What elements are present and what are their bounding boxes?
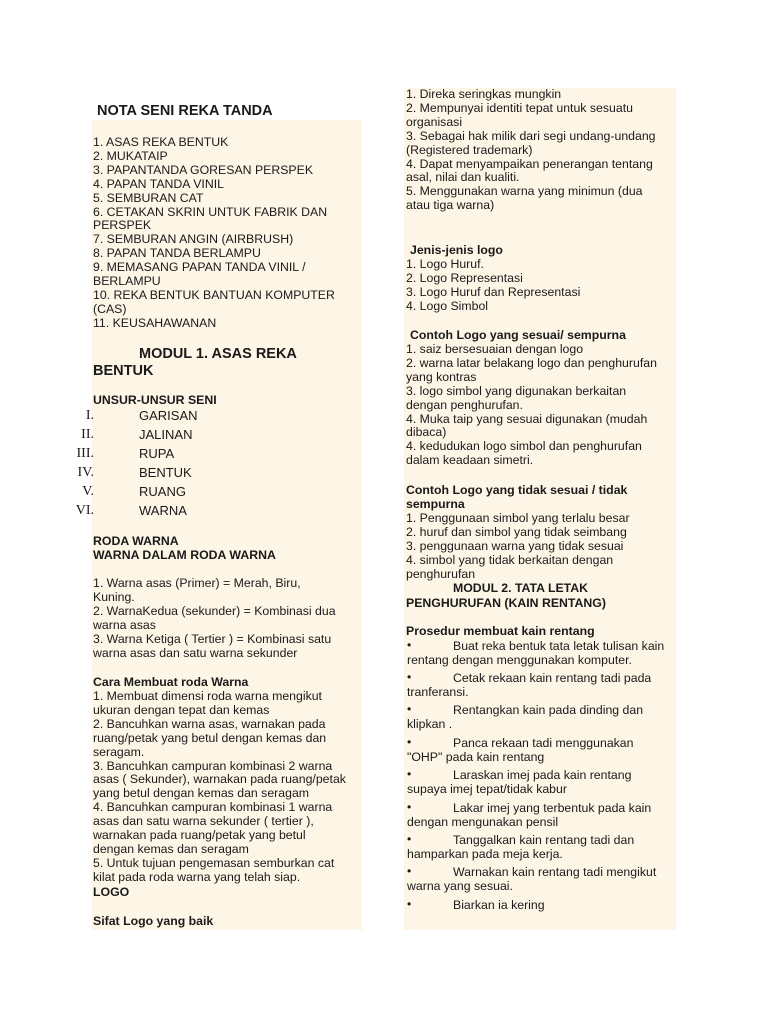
contoh-line: dibaca) bbox=[406, 425, 447, 440]
warna-line: warna asas dan satu warna sekunder bbox=[93, 645, 298, 660]
contoh-line: 2. huruf dan simbol yang tidak seimbang bbox=[406, 524, 627, 539]
prosedur-item bbox=[407, 834, 677, 862]
unsur-list bbox=[0, 408, 362, 523]
contoh-line: 1. Penggunaan simbol yang terlalu besar bbox=[406, 511, 630, 525]
sifat-line: 3. Sebagai hak milik dari segi undang-undang bbox=[406, 128, 656, 143]
bullet-icon: • bbox=[407, 800, 412, 814]
cara-line: ruang/petak yang betul dengan kemas dan bbox=[93, 730, 327, 745]
roman-numeral: V. bbox=[82, 484, 94, 499]
prosedur-line: warna yang sesuai. bbox=[407, 878, 513, 893]
prosedur-line: "OHP" pada kain rentang bbox=[407, 749, 545, 764]
modul2-heading-line1: MODUL 2. TATA LETAK bbox=[453, 581, 589, 595]
unsur-label: RUPA bbox=[139, 446, 175, 461]
contoh-sesuai-heading: Contoh Logo yang sesuai/ sempurna bbox=[410, 328, 626, 342]
prosedur-line: supaya imej tepat/tidak kabur bbox=[407, 781, 567, 796]
contoh-line: dalam keadaan simetri. bbox=[406, 453, 534, 468]
roman-numeral: I. bbox=[85, 408, 94, 423]
prosedur-line: Panca rekaan tadi menggunakan bbox=[453, 736, 634, 750]
bullet-icon: • bbox=[407, 638, 412, 652]
unsur-item bbox=[0, 446, 360, 465]
prosedur-line: Rentangkan kain pada dinding dan bbox=[453, 703, 644, 717]
sifat-line: 2. Mempunyai identiti tepat untuk sesuatu bbox=[406, 100, 633, 115]
prosedur-line: rentang dengan menggunakan komputer. bbox=[407, 652, 632, 667]
unsur-item bbox=[0, 503, 360, 522]
cara-line: yang betul dengan kemas dan seragam bbox=[93, 786, 310, 801]
modul2-heading-line2: PENGHURUFAN (KAIN RENTANG) bbox=[406, 596, 606, 610]
contoh-line: 3. logo simbol yang digunakan berkaitan bbox=[406, 383, 627, 398]
unsur-item bbox=[0, 465, 360, 484]
toc-line: 8. PAPAN TANDA BERLAMPU bbox=[93, 246, 261, 261]
sifat-logo-list bbox=[406, 88, 676, 213]
roman-numeral: VI. bbox=[75, 503, 94, 518]
warna-line: warna asas bbox=[93, 617, 156, 632]
cara-line: dengan kemas dan seragam bbox=[93, 841, 249, 856]
prosedur-item bbox=[407, 899, 677, 913]
prosedur-line: Biarkan ia kering bbox=[453, 898, 545, 912]
prosedur-line: tranferansi. bbox=[407, 684, 469, 699]
bullet-icon: • bbox=[407, 767, 412, 781]
heading-line: sempurna bbox=[406, 496, 465, 511]
prosedur-item bbox=[407, 737, 677, 765]
cara-list bbox=[93, 690, 363, 885]
contoh-line: 4. simbol yang tidak berkaitan dengan bbox=[406, 552, 614, 567]
toc-line: 11. KEUSAHAWANAN bbox=[93, 315, 217, 330]
cara-line: 5. Untuk tujuan pengemasan semburkan cat bbox=[93, 855, 335, 870]
warna-line: 1. Warna asas (Primer) = Merah, Biru, bbox=[93, 576, 301, 590]
contoh-tidak-heading bbox=[406, 484, 676, 512]
toc-line: PERSPEK bbox=[93, 218, 152, 233]
warna-line: Kuning. bbox=[93, 589, 135, 604]
unsur-item bbox=[0, 427, 360, 446]
warna-list bbox=[93, 577, 363, 660]
jenis-logo-list bbox=[406, 258, 676, 314]
toc-line: 10. REKA BENTUK BANTUAN KOMPUTER bbox=[93, 287, 335, 302]
sifat-line: atau tiga warna) bbox=[406, 198, 495, 213]
sifat-logo-heading: Sifat Logo yang baik bbox=[93, 914, 214, 928]
cara-line: warnakan pada ruang/petak yang betul bbox=[93, 828, 306, 843]
sifat-line: asal, nilai dan kualiti. bbox=[406, 170, 520, 185]
contoh-line: 4. Muka taip yang sesuai digunakan (mudah bbox=[406, 411, 648, 426]
sifat-line: 5. Menggunakan warna yang minimun (dua bbox=[406, 184, 643, 199]
bullet-icon: • bbox=[407, 735, 412, 749]
contoh-line: 1. saiz bersesuaian dengan logo bbox=[406, 342, 584, 356]
roman-numeral: III. bbox=[76, 446, 94, 461]
logo-heading: LOGO bbox=[93, 885, 130, 899]
toc-line: BERLAMPU bbox=[93, 274, 161, 289]
unsur-label: GARISAN bbox=[139, 408, 198, 423]
contoh-line: 3. penggunaan warna yang tidak sesuai bbox=[406, 538, 624, 553]
prosedur-item bbox=[407, 672, 677, 700]
warna-line: 3. Warna Ketiga ( Tertier ) = Kombinasi satu bbox=[93, 631, 332, 646]
roman-numeral: II. bbox=[81, 427, 94, 442]
cara-line: ukuran dengan tepat dan kemas bbox=[93, 702, 270, 717]
contoh-line: 4. kedudukan logo simbol dan penghurufan bbox=[406, 439, 642, 454]
sifat-line: 1. Direka seringkas mungkin bbox=[406, 87, 562, 101]
cara-line: kilat pada roda warna yang telah siap. bbox=[93, 869, 301, 884]
cara-line: 1. Membuat dimensi roda warna mengikut bbox=[93, 689, 322, 703]
sifat-line: 4. Dapat menyampaikan penerangan tentang bbox=[406, 156, 653, 171]
prosedur-line: hamparkan pada meja kerja. bbox=[407, 846, 563, 861]
toc-line: 6. CETAKAN SKRIN UNTUK FABRIK DAN bbox=[93, 204, 328, 219]
prosedur-line: Laraskan imej pada kain rentang bbox=[453, 768, 632, 782]
prosedur-line: dengan mengunakan pensil bbox=[407, 814, 559, 829]
prosedur-line: Lakar imej yang terbentuk pada kain bbox=[453, 801, 652, 815]
prosedur-item bbox=[407, 769, 677, 797]
toc-line: 7. SEMBURAN ANGIN (AIRBRUSH) bbox=[93, 232, 294, 247]
contoh-line: yang kontras bbox=[406, 369, 477, 384]
heading-line: WARNA DALAM RODA WARNA bbox=[93, 547, 276, 562]
cara-line: seragam. bbox=[93, 744, 145, 759]
toc-line: 4. PAPAN TANDA VINIL bbox=[93, 176, 224, 191]
cara-heading: Cara Membuat roda Warna bbox=[93, 675, 249, 689]
jenis-line: 2. Logo Representasi bbox=[406, 270, 523, 285]
jenis-logo-heading: Jenis-jenis logo bbox=[410, 243, 503, 257]
prosedur-heading: Prosedur membuat kain rentang bbox=[406, 624, 595, 638]
bullet-icon: • bbox=[407, 864, 412, 878]
toc-line: (CAS) bbox=[93, 301, 127, 316]
prosedur-line: Cetak rekaan kain rentang tadi pada bbox=[453, 671, 652, 685]
prosedur-item bbox=[407, 704, 677, 732]
unsur-heading: UNSUR-UNSUR SENI bbox=[93, 393, 217, 407]
jenis-line: 1. Logo Huruf. bbox=[406, 257, 484, 271]
prosedur-line: klipkan . bbox=[407, 716, 453, 731]
unsur-label: WARNA bbox=[139, 503, 187, 518]
bullet-icon: • bbox=[407, 897, 412, 911]
toc-line: 3. PAPANTANDA GORESAN PERSPEK bbox=[93, 162, 314, 177]
toc-line: 2. MUKATAIP bbox=[93, 148, 168, 163]
prosedur-item bbox=[407, 802, 677, 830]
toc-list bbox=[93, 136, 361, 331]
cara-line: asas dan satu warna sekunder ( tertier ), bbox=[93, 814, 314, 829]
sifat-line: (Registered trademark) bbox=[406, 142, 533, 157]
modul1-heading-line1: MODUL 1. ASAS REKA bbox=[139, 346, 297, 362]
toc-line: 9. MEMASANG PAPAN TANDA VINIL / bbox=[93, 260, 306, 275]
bullet-icon: • bbox=[407, 832, 412, 846]
jenis-line: 3. Logo Huruf dan Representasi bbox=[406, 284, 581, 299]
prosedur-line: Tanggalkan kain rentang tadi dan bbox=[453, 833, 635, 847]
contoh-sesuai-list bbox=[406, 343, 678, 468]
unsur-item bbox=[0, 408, 360, 427]
toc-line: 1. ASAS REKA BENTUK bbox=[93, 135, 229, 149]
bullet-icon: • bbox=[407, 670, 412, 684]
prosedur-line: Warnakan kain rentang tadi mengikut bbox=[453, 865, 657, 879]
sifat-line: organisasi bbox=[406, 114, 463, 129]
cara-line: 3. Bancuhkan campuran kombinasi 2 warna bbox=[93, 758, 333, 773]
unsur-label: RUANG bbox=[139, 484, 186, 499]
prosedur-item bbox=[407, 866, 677, 894]
prosedur-item bbox=[407, 640, 677, 668]
toc-line: 5. SEMBURAN CAT bbox=[93, 190, 204, 205]
cara-line: 2. Bancuhkan warna asas, warnakan pada bbox=[93, 716, 326, 731]
unsur-item bbox=[0, 484, 360, 503]
roda-warna-heading bbox=[93, 535, 276, 563]
heading-line: RODA WARNA bbox=[93, 534, 179, 548]
unsur-label: BENTUK bbox=[139, 465, 192, 480]
cara-line: 4. Bancuhkan campuran kombinasi 1 warna bbox=[93, 800, 333, 815]
contoh-line: 2. warna latar belakang logo dan penghurufan bbox=[406, 355, 657, 370]
document-title: NOTA SENI REKA TANDA bbox=[97, 103, 273, 119]
contoh-line: dengan penghurufan. bbox=[406, 397, 523, 412]
contoh-tidak-list bbox=[406, 512, 676, 582]
cara-line: asas ( Sekunder), warnakan pada ruang/petak bbox=[93, 772, 346, 787]
prosedur-line: Buat reka bentuk tata letak tulisan kain bbox=[453, 639, 665, 653]
warna-line: 2. WarnaKedua (sekunder) = Kombinasi dua bbox=[93, 603, 336, 618]
unsur-label: JALINAN bbox=[139, 427, 193, 442]
jenis-line: 4. Logo Simbol bbox=[406, 298, 489, 313]
bullet-icon: • bbox=[407, 702, 412, 716]
roman-numeral: IV. bbox=[77, 465, 94, 480]
contoh-line: penghurufan bbox=[406, 566, 476, 581]
modul1-heading-line2: BENTUK bbox=[93, 363, 154, 379]
heading-line: Contoh Logo yang tidak sesuai / tidak bbox=[406, 483, 628, 497]
